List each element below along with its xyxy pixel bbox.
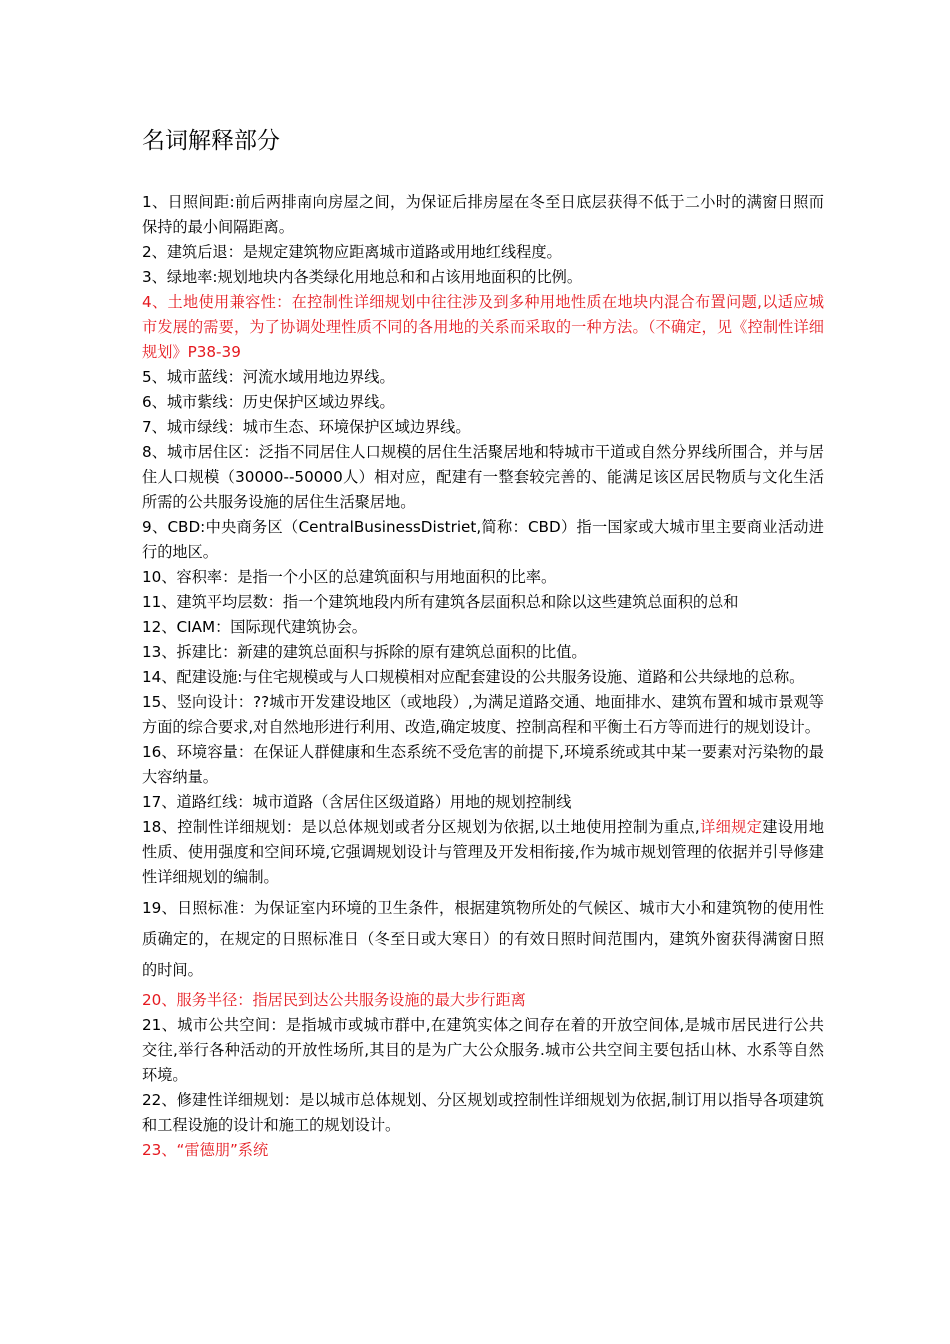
glossary-entry-1: 1、日照间距:前后两排南向房屋之间，为保证后排房屋在冬至日底层获得不低于二小时的满窗日照而保持的最小间隔距离。 <box>142 193 824 236</box>
glossary-entry-16: 16、环境容量：在保证人群健康和生态系统不受危害的前提下,环境系统或其中某一要素对污染物的最大容纳量。 <box>142 743 824 786</box>
page-title: 名词解释部分 <box>142 128 280 154</box>
glossary-entry-4: 4、土地使用兼容性：在控制性详细规划中往往涉及到多种用地性质在地块内混合布置问题,以适应城市发展的需要，为了协调处理性质不同的各用地的关系而采取的一种方法。（不确定，见《控制性详细规划》P38-39 <box>142 293 824 361</box>
entry-18-highlight: 详细规定 <box>699 818 763 836</box>
glossary-entry-6: 6、城市紫线：历史保护区域边界线。 <box>142 393 395 411</box>
glossary-entry-5: 5、城市蓝线：河流水域用地边界线。 <box>142 368 395 386</box>
glossary-entry-22: 22、修建性详细规划：是以城市总体规划、分区规划或控制性详细规划为依据,制订用以指导各项建筑和工程设施的设计和施工的规划设计。 <box>142 1091 824 1134</box>
glossary-list <box>142 190 824 1163</box>
glossary-entry-21: 21、城市公共空间：是指城市或城市群中,在建筑实体之间存在着的开放空间体,是城市居民进行公共交往,举行各种活动的开放性场所,其目的是为广大公众服务.城市公共空间主要包括山林、水系等自然环境。 <box>142 1016 824 1084</box>
glossary-entry-14: 14、配建设施:与住宅规模或与人口规模相对应配套建设的公共服务设施、道路和公共绿地的总称。 <box>142 668 805 686</box>
glossary-entry-18 <box>142 815 824 890</box>
glossary-entry-20: 20、服务半径：指居民到达公共服务设施的最大步行距离 <box>142 991 526 1009</box>
glossary-entry-9: 9、CBD:中央商务区（CentralBusinessDistriet,简称：CBD）指一国家或大城市里主要商业活动进行的地区。 <box>142 518 824 561</box>
glossary-entry-23: 23、“雷德朋”系统 <box>142 1141 269 1159</box>
glossary-entry-19: 19、日照标准：为保证室内环境的卫生条件，根据建筑物所处的气候区、城市大小和建筑物的使用性质确定的，在规定的日照标准日（冬至日或大寒日）的有效日照时间范围内，建筑外窗获得满窗日照的时间。 <box>142 899 824 979</box>
glossary-entry-15: 15、竖向设计：??城市开发建设地区（或地段）,为满足道路交通、地面排水、建筑布置和城市景观等方面的综合要求,对自然地形进行利用、改造,确定坡度、控制高程和平衡土石方等而进行的规划设计。 <box>142 693 824 736</box>
glossary-entry-13: 13、拆建比：新建的建筑总面积与拆除的原有建筑总面积的比值。 <box>142 643 587 661</box>
entry-18-text-end: 建设用地性质、使用强度和空间环境,它强调规划设计与管理及开发相衔接,作为城市规划管理的依据并引导修建性详细规划的编制。 <box>142 818 825 886</box>
glossary-entry-8: 8、城市居住区：泛指不同居住人口规模的居住生活聚居地和特城市干道或自然分界线所围合，并与居住人口规模（30000--50000人）相对应，配建有一整套较完善的、能满足该区居民物质与文化生活所需的公共服务设施的居住生活聚居地。 <box>142 443 824 511</box>
glossary-entry-2: 2、建筑后退：是规定建筑物应距离城市道路或用地红线程度。 <box>142 243 562 261</box>
glossary-entry-17: 17、道路红线：城市道路（含居住区级道路）用地的规划控制线 <box>142 793 572 811</box>
entry-18-text-start: 18、控制性详细规划：是以总体规划或者分区规划为依据,以土地使用控制为重点, <box>142 818 700 836</box>
glossary-entry-10: 10、容积率：是指一个小区的总建筑面积与用地面积的比率。 <box>142 568 557 586</box>
glossary-entry-7: 7、城市绿线：城市生态、环境保护区域边界线。 <box>142 418 471 436</box>
glossary-entry-11: 11、建筑平均层数：指一个建筑地段内所有建筑各层面积总和除以这些建筑总面积的总和 <box>142 593 739 611</box>
glossary-entry-12: 12、CIAM：国际现代建筑协会。 <box>142 618 367 636</box>
glossary-entry-3: 3、绿地率:规划地块内各类绿化用地总和和占该用地面积的比例。 <box>142 268 583 286</box>
